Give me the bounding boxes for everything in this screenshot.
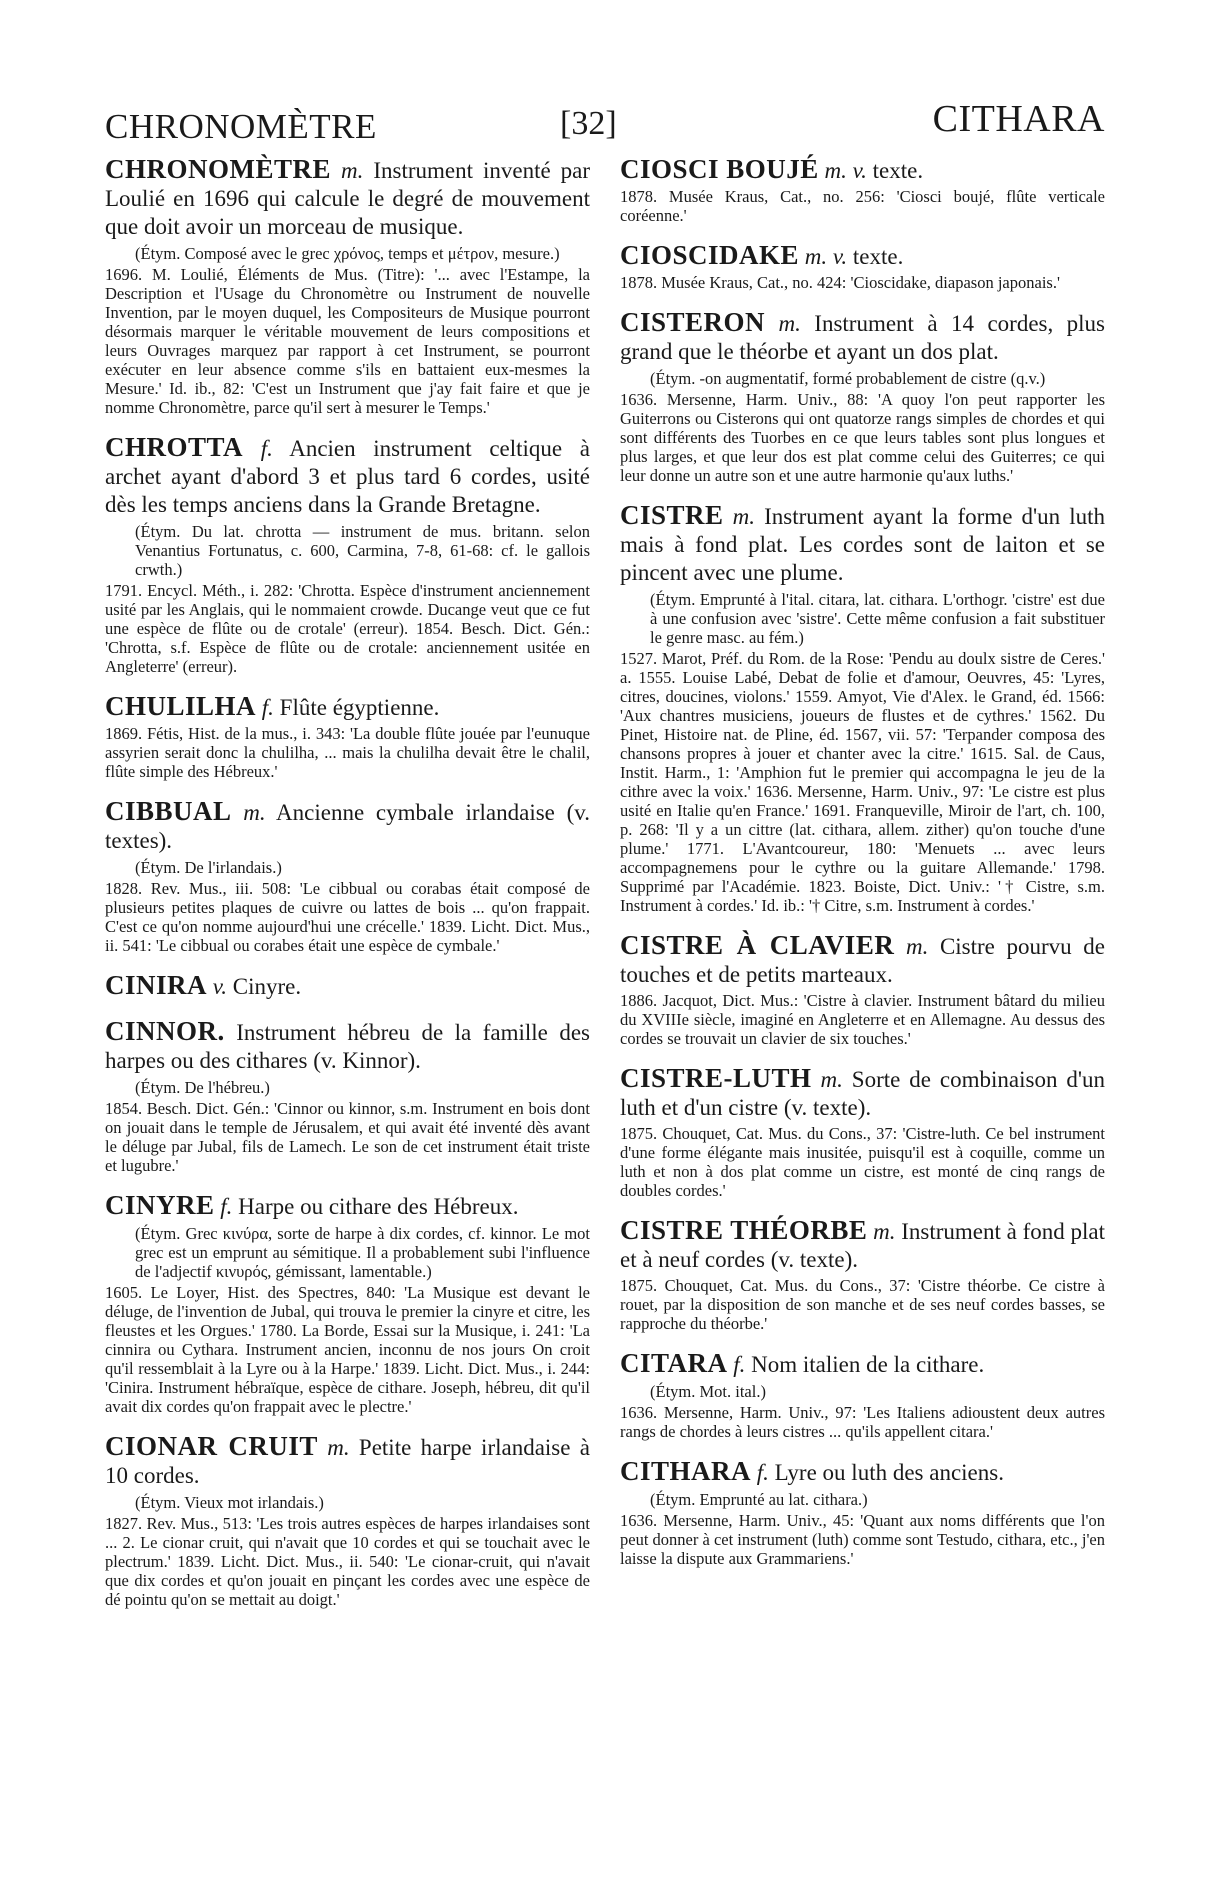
entry-grammar: m. v.	[804, 244, 848, 269]
entry-grammar: m.	[243, 800, 266, 825]
entry-grammar: m.	[873, 1219, 896, 1244]
dictionary-entry	[620, 1457, 1105, 1568]
entry-etymology: (Étym. Mot. ital.)	[650, 1382, 766, 1401]
entry-headword: CHRONOMÈTRE	[105, 154, 332, 184]
entry-grammar: f.	[260, 436, 273, 461]
right-column	[620, 155, 1105, 1584]
entry-definition: Cinyre.	[232, 974, 302, 999]
entry-citations: 1527. Marot, Préf. du Rom. de la Rose: 'Pendu au doulx sistre de Ceres.' a. 1555. Louise Labé, Debat de folie et d'amour, Oeuvres, 45: 'Lyres, citres, doucines, violons.' 1559. Amyot, Vie d'Alex. le Grand, éd. 1566: 'Aux chantres musiciens, joueurs de flustes et de cythres.' 1562. Du Pinet, Histoire nat. de Pline, éd. 1567, vii. 57: 'Terpander composa des chansons propres à jouer et chanter avec la citre.' 1615. Sal. de Caus, Instit. Harm., 1: 'Amphion fut le premier qui accompagna le jeu de la cithre avec la voix.' 1636. Mersenne, Harm. Univ., 97: 'Le cistre est plus usité en Italie qu'en France.' 1691. Franqueville, Miroir de l'art, ch. 100, p. 268: 'Il y a un cittre (lat. cithara, allem. zither) qu'on touche d'une plume.' 1771. L'Avantcoureur, 180: 'Menuets ... avec leurs accompagnemens pour le cythre ou la guitare Allemande.' 1798. Supprimé par l'Académie. 1823. Boiste, Dict. Univ.: '† Cistre, s.m. Instrument à cordes.' Id. ib.: '† Citre, s.m. Instrument à cordes.'	[620, 649, 1105, 915]
entry-citations: 1886. Jacquot, Dict. Mus.: 'Cistre à clavier. Instrument bâtard du milieu du XVIIIe siècle, imaginé en Angleterre et en Allemagne. Au dessus des cordes se trouvait un clavier de six touches.'	[620, 991, 1105, 1048]
entry-definition-line	[620, 931, 1105, 989]
entry-headword: CISTRE À CLAVIER	[620, 930, 895, 960]
entry-etymology: (Étym. Vieux mot irlandais.)	[135, 1493, 324, 1512]
entry-definition: Harpe ou cithare des Hébreux.	[238, 1194, 519, 1219]
entry-grammar: m.	[820, 1067, 843, 1092]
entry-definition: texte.	[852, 244, 904, 269]
entry-etymology: (Étym. -on augmentatif, formé probablement de cistre (q.v.)	[650, 369, 1046, 388]
entry-definition-line	[105, 692, 590, 722]
dictionary-entry	[105, 692, 590, 781]
entry-definition-line	[105, 1017, 590, 1075]
entry-citations: 1696. M. Loulié, Éléments de Mus. (Titre): '... avec l'Estampe, la Description et l'Usage du Chronomètre ou Instrument de nouvelle Invention, par le moyen duquel, les Compositeurs de Musique pourront désormais marquer le véritable mouvement de leurs compositions et leurs Ouvrages marquez par rapport à cet Instrument, se pourront exécuter en leur absence comme s'ils en battaient eux-mesmes la Mesure.' Id. ib., 82: 'C'est un Instrument que j'ay fait faire et que je nomme Chronomètre, parce qu'il sert à mesurer le Temps.'	[105, 265, 590, 417]
entry-grammar: m. v.	[824, 158, 867, 183]
entry-citations: 1636. Mersenne, Harm. Univ., 97: 'Les Italiens adioustent deux autres rangs de chordes à leurs cistres ... qu'ils appellent citara.'	[620, 1403, 1105, 1441]
entry-etymology: (Étym. Emprunté à l'ital. citara, lat. cithara. L'orthogr. 'cistre' est due à une confusion avec 'sistre'. Cette même confusion a fait substituer le genre masc. au fém.)	[650, 590, 1105, 647]
entry-citations: 1854. Besch. Dict. Gén.: 'Cinnor ou kinnor, s.m. Instrument en bois dont on jouait dans le temple de Jérusalem, et qui avait été inventé dès avant le déluge par Jubal, fils de Lamech. Le son de cet instrument était triste et lugubre.'	[105, 1099, 590, 1175]
dictionary-entry	[620, 931, 1105, 1048]
entry-headword: CINNOR.	[105, 1016, 225, 1046]
entry-etymology: (Étym. Grec κινύρα, sorte de harpe à dix cordes, cf. kinnor. Le mot grec est un emprunt au sémitique. Il a probablement subi l'influence de l'adjectif κινυρός, gémissant, lamentable.)	[135, 1224, 590, 1281]
entry-citations: 1869. Fétis, Hist. de la mus., i. 343: 'La double flûte jouée par l'eunuque assyrien serait donc la chulilha, ... mais la chulilha devait être le chalil, flûte simple des Hébreux.'	[105, 724, 590, 781]
entry-grammar: f.	[756, 1460, 769, 1485]
entry-grammar: m.	[778, 311, 801, 336]
entry-headword: CISTERON	[620, 307, 766, 337]
running-header	[105, 95, 1105, 145]
dictionary-entry	[105, 155, 590, 417]
entry-definition-line	[105, 155, 590, 241]
entry-citations: 1875. Chouquet, Cat. Mus. du Cons., 37: 'Cistre théorbe. Ce cistre à rouet, par la disposition de son manche et de ses neuf cordes basses, se rapproche du théorbe.'	[620, 1276, 1105, 1333]
entry-definition: Instrument à fond plat et à neuf cordes (v. texte).	[620, 1219, 1106, 1272]
entry-etymology: (Étym. Emprunté au lat. cithara.)	[650, 1490, 868, 1509]
entry-grammar: m.	[327, 1435, 350, 1460]
entry-definition: Nom italien de la cithare.	[751, 1352, 985, 1377]
entry-definition-line	[105, 797, 590, 855]
header-last-entry: CITHARA	[932, 98, 1105, 140]
dictionary-entry	[105, 971, 590, 1001]
entry-grammar: f.	[261, 695, 274, 720]
entry-headword: CITHARA	[620, 1456, 752, 1486]
entry-grammar: m.	[905, 934, 929, 959]
entry-grammar: f.	[733, 1352, 746, 1377]
left-column	[105, 155, 590, 1625]
entry-definition-line	[105, 1432, 590, 1490]
entry-headword: CHROTTA	[105, 432, 244, 462]
entry-headword: CIOSCIDAKE	[620, 240, 800, 270]
entry-citations: 1636. Mersenne, Harm. Univ., 45: 'Quant aux noms différents que l'on peut donner à cet instrument (luth) comme sont Testudo, cithara, etc., j'en laisse la dispute aux Grammariens.'	[620, 1511, 1105, 1568]
entry-citations: 1828. Rev. Mus., iii. 508: 'Le cibbual ou corabas était composé de plusieurs petites plaques de cuivre ou lattes de bois ... qu'on frappait. C'est ce qu'on nomme aujourd'hui une crécelle.' 1839. Licht. Dict. Mus., ii. 541: 'Le cibbual ou corabes était une espèce de cymbale.'	[105, 879, 590, 955]
dictionary-entry	[105, 1432, 590, 1609]
entry-definition-line	[105, 1191, 590, 1221]
entry-headword: CIONAR CRUIT	[105, 1431, 318, 1461]
entry-citations: 1875. Chouquet, Cat. Mus. du Cons., 37: 'Cistre-luth. Ce bel instrument d'une forme élégante mais inusitée, puisqu'il est à coquille, comme un luth et non à dos plat comme un cistre, est monté de cinq rangs de doubles cordes.'	[620, 1124, 1105, 1200]
entry-definition-line	[620, 1064, 1105, 1122]
entry-definition: Cistre pourvu de touches et de petits marteaux.	[620, 934, 1106, 987]
entry-headword: CITARA	[620, 1348, 728, 1378]
dictionary-entry	[105, 1191, 590, 1416]
entry-headword: CISTRE-LUTH	[620, 1063, 812, 1093]
dictionary-entry	[620, 155, 1105, 225]
entry-headword: CHULILHA	[105, 691, 257, 721]
entry-etymology: (Étym. Composé avec le grec χρόνος, temps et μέτρον, mesure.)	[135, 244, 560, 263]
dictionary-entry	[620, 241, 1105, 292]
entry-grammar: v.	[212, 974, 228, 999]
dictionary-entry	[620, 308, 1105, 485]
entry-definition-line	[620, 501, 1105, 587]
entry-definition: Petite harpe irlandaise à 10 cordes.	[105, 1435, 591, 1488]
entry-definition: Instrument ayant la forme d'un luth mais à fond plat. Les cordes sont de laiton et se pincent avec une plume.	[620, 504, 1106, 585]
header-first-entry: CHRONOMÈTRE	[105, 107, 377, 146]
dictionary-entry	[105, 1017, 590, 1175]
entry-definition-line	[620, 1349, 1105, 1379]
entry-definition-line	[620, 241, 1105, 271]
entry-definition: Instrument inventé par Loulié en 1696 qui calcule le degré de mouvement que doit avoir un morceau de musique.	[105, 158, 591, 239]
entry-definition: Sorte de combinaison d'un luth et d'un cistre (v. texte).	[620, 1067, 1106, 1120]
entry-citations: 1878. Musée Kraus, Cat., no. 256: 'Ciosci boujé, flûte verticale coréenne.'	[620, 187, 1105, 225]
dictionary-entry	[620, 501, 1105, 915]
entry-definition-line	[105, 971, 590, 1001]
entry-citations: 1636. Mersenne, Harm. Univ., 88: 'A quoy l'on peut rapporter les Guiterrons ou Cisterons qui ont quatorze rangs simples de chordes et qui sont différents des Tuorbes en ce que leurs tables sont plus longues et plus larges, et que leur dos est plat comme celui des Guiterres; ce qui leur donne un autre son et une autre harmonie qu'aux luths.'	[620, 390, 1105, 485]
entry-etymology: (Étym. Du lat. chrotta — instrument de mus. britann. selon Venantius Fortunatus, c. 600, Carmina, 7-8, 61-68: cf. le gallois crwth.)	[135, 522, 590, 579]
entry-citations: 1878. Musée Kraus, Cat., no. 424: 'Cioscidake, diapason japonais.'	[620, 273, 1060, 292]
entry-headword: CINYRE	[105, 1190, 215, 1220]
dictionary-entry	[620, 1349, 1105, 1441]
entry-definition: Instrument à 14 cordes, plus grand que le théorbe et ayant un dos plat.	[620, 311, 1106, 364]
entry-citations: 1827. Rev. Mus., 513: 'Les trois autres espèces de harpes irlandaises sont ... 2. Le cionar cruit, qui n'avait que 10 cordes et qui se touchait avec le plectrum.' 1839. Licht. Dict. Mus., ii. 540: 'Le cionar-cruit, qui n'avait que dix cordes et qu'on jouait en pinçant les cordes avec une espèce de dé pointu qu'on se mettait au doigt.'	[105, 1514, 590, 1609]
dictionary-entry	[105, 433, 590, 676]
entry-definition-line	[620, 1457, 1105, 1487]
dictionary-entry	[105, 797, 590, 955]
entry-headword: CISTRE THÉORBE	[620, 1215, 868, 1245]
entry-definition-line	[620, 1216, 1105, 1274]
entry-etymology: (Étym. De l'irlandais.)	[135, 858, 282, 877]
entry-definition-line	[620, 308, 1105, 366]
entry-grammar: m.	[732, 504, 756, 529]
dictionary-entry	[620, 1064, 1105, 1200]
entry-definition-line	[620, 155, 1105, 185]
page-number: [32]	[560, 105, 617, 142]
entry-definition: Flûte égyptienne.	[279, 695, 440, 720]
entry-grammar: m.	[341, 158, 364, 183]
dictionary-entry	[620, 1216, 1105, 1333]
entry-headword: CIBBUAL	[105, 796, 232, 826]
entry-definition-line	[105, 433, 590, 519]
entry-etymology: (Étym. De l'hébreu.)	[135, 1078, 270, 1097]
entry-headword: CINIRA	[105, 970, 208, 1000]
entry-definition: texte.	[872, 158, 924, 183]
entry-headword: CISTRE	[620, 500, 724, 530]
entry-definition: Instrument hébreu de la famille des harpes ou des cithares (v. Kinnor).	[105, 1020, 590, 1073]
entry-citations: 1791. Encycl. Méth., i. 282: 'Chrotta. Espèce d'instrument anciennement usité par les Anglais, qui le nommaient crowde. Ducange veut que ce fut une espèce de flûte ou de crotale' (erreur). 1854. Besch. Dict. Gén.: 'Chrotta, s.f. Espèce de flûte ou de crotale: anciennement usitée en Angleterre' (erreur).	[105, 581, 590, 676]
entry-definition: Ancienne cymbale irlandaise (v. textes).	[105, 800, 590, 853]
entry-definition: Lyre ou luth des anciens.	[774, 1460, 1004, 1485]
entry-definition: Ancien instrument celtique à archet ayant d'abord 3 et plus tard 6 cordes, usité dès les temps anciens dans la Grande Bretagne.	[105, 436, 590, 517]
entry-headword: CIOSCI BOUJÉ	[620, 154, 819, 184]
entry-citations: 1605. Le Loyer, Hist. des Spectres, 840: 'La Musique est devant le déluge, de l'invention de Jubal, qui trouva le premier la cinyre et citre, les fleustes et les Orgues.' 1780. La Borde, Essai sur la Musique, i. 241: 'La cinnira ou Cythara. Instrument ancien, inconnu de nos jours On croit qu'il ressemblait à la Lyre ou à la Harpe.' 1839. Licht. Dict. Mus., i. 244: 'Cinira. Instrument hébraïque, espèce de cithare. Joseph, hébreu, dit qu'il avait dix cordes qu'on frappait avec le plectre.'	[105, 1283, 590, 1416]
entry-grammar: f.	[220, 1194, 233, 1219]
